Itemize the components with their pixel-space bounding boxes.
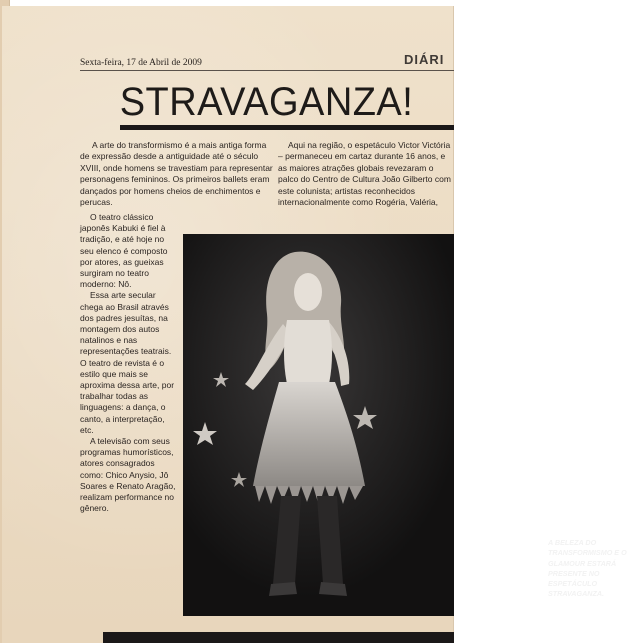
right-line: – permaneceu em cartaz durante 16 anos, e — [278, 151, 446, 162]
right-column — [278, 140, 454, 208]
headline-bar — [120, 125, 454, 130]
performer-illustration — [183, 234, 454, 616]
right-line: palco do Centro de Cultura João Gilberto com — [278, 174, 451, 185]
right-line: internacionalmente como Rogéria, Valéria, — [278, 197, 439, 208]
masthead: DIÁRI — [404, 52, 445, 67]
footer-bar — [103, 632, 454, 643]
headline — [80, 80, 454, 125]
intro-column — [80, 140, 273, 208]
header-rule — [80, 70, 454, 71]
photo-caption: A BELEZA DO TRANSFORMISMO E O GLAMOUR ESTARÁ PRESENTE NO ESPETÁCULO STRAVAGANZA. — [548, 538, 627, 599]
issue-date: Sexta-feira, 17 de Abril de 2009 — [80, 58, 202, 68]
narrow-paragraph: Essa arte secular chega ao Brasil através dos padres jesuítas, na montagem dos autos natalinos e nas representações teatrais. O teatro de revista é o estilo que mais se aproxima dessa arte, por trabalhar todas as linguagens: a dança, o canto, a interpretação, etc. — [80, 290, 175, 435]
narrow-column — [80, 212, 180, 514]
right-line: as maiores atrações globais revezaram o — [278, 162, 434, 173]
performer-photo — [183, 234, 627, 616]
narrow-paragraph: O teatro clássico japonês Kabuki é fiel à tradição, e até hoje no seu elenco é composto por atores, as gueixas surgiram no teatro moderno: Nô. — [80, 212, 168, 290]
right-line: este colunista; artistas reconhecidos — [278, 185, 416, 196]
right-line: Aqui na região, o espetáculo Victor Victória — [288, 140, 451, 150]
headline-text: STRAVAGANZA! — [120, 80, 414, 124]
narrow-paragraph: A televisão com seus programas humorísticos, atores consagrados como: Chico Anysio, Jô Soares e Renato Aragão, realizam performance no gênero. — [80, 436, 176, 514]
intro-paragraph: A arte do transformismo é a mais antiga forma de expressão desde a antiguidade até o século XVIII, onde homens se travestiam para representar personagens femininos. Os primeiros ballets eram dançados por homens cheios de enchimentos e perucas. — [80, 140, 273, 208]
